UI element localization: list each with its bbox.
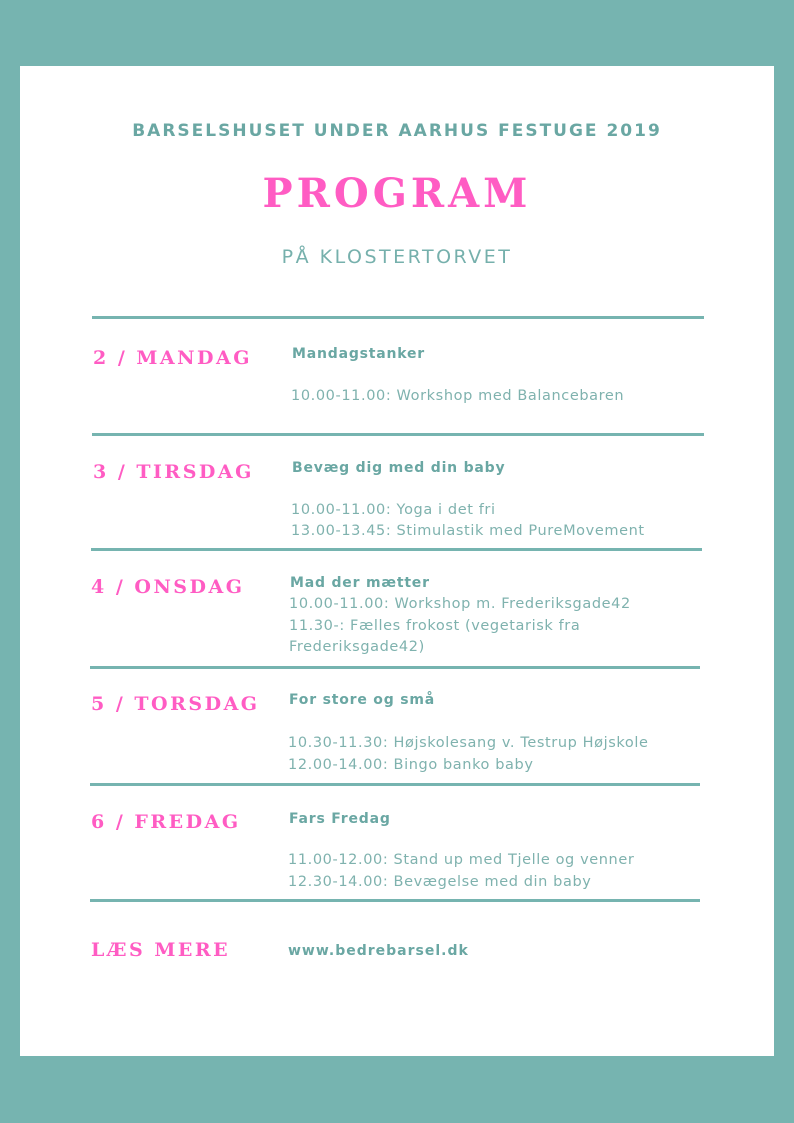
divider (90, 783, 700, 786)
day-label-monday: 2 / MANDAG (93, 347, 252, 369)
event-subtitle: BARSELSHUSET UNDER AARHUS FESTUGE 2019 (132, 121, 662, 141)
divider (92, 316, 704, 319)
event-title-thursday: For store og små (289, 692, 435, 708)
day-label-thursday: 5 / TORSDAG (91, 693, 260, 715)
page-title: PROGRAM (262, 170, 532, 217)
read-more-label: LÆS MERE (91, 939, 231, 961)
day-label-friday: 6 / FREDAG (91, 811, 241, 833)
event-title-tuesday: Bevæg dig med din baby (292, 460, 506, 476)
event-line: 12.30-14.00: Bevægelse med din baby (288, 874, 592, 890)
program-card (20, 66, 774, 1056)
event-line: 12.00-14.00: Bingo banko baby (288, 757, 534, 773)
event-title-monday: Mandagstanker (292, 346, 426, 362)
day-label-wednesday: 4 / ONSDAG (91, 576, 245, 598)
divider (90, 899, 700, 902)
website-link[interactable]: www.bedrebarsel.dk (288, 943, 469, 959)
location-label: PÅ KLOSTERTORVET (281, 246, 513, 268)
divider (91, 548, 702, 551)
divider (90, 666, 700, 669)
event-line: 10.00-11.00: Workshop m. Frederiksgade42 (289, 596, 631, 612)
event-line: 10.00-11.00: Yoga i det fri (291, 502, 496, 518)
event-title-wednesday: Mad der mætter (290, 575, 430, 591)
event-title-friday: Fars Fredag (289, 811, 391, 827)
event-line: Frederiksgade42) (289, 639, 425, 655)
divider (92, 433, 704, 436)
event-line: 11.00-12.00: Stand up med Tjelle og venner (288, 852, 635, 868)
event-line: 11.30-: Fælles frokost (vegetarisk fra (289, 618, 581, 634)
event-line: 10.30-11.30: Højskolesang v. Testrup Højskole (288, 735, 649, 751)
event-line: 10.00-11.00: Workshop med Balancebaren (291, 388, 625, 404)
day-label-tuesday: 3 / TIRSDAG (93, 461, 254, 483)
event-line: 13.00-13.45: Stimulastik med PureMovement (291, 523, 645, 539)
